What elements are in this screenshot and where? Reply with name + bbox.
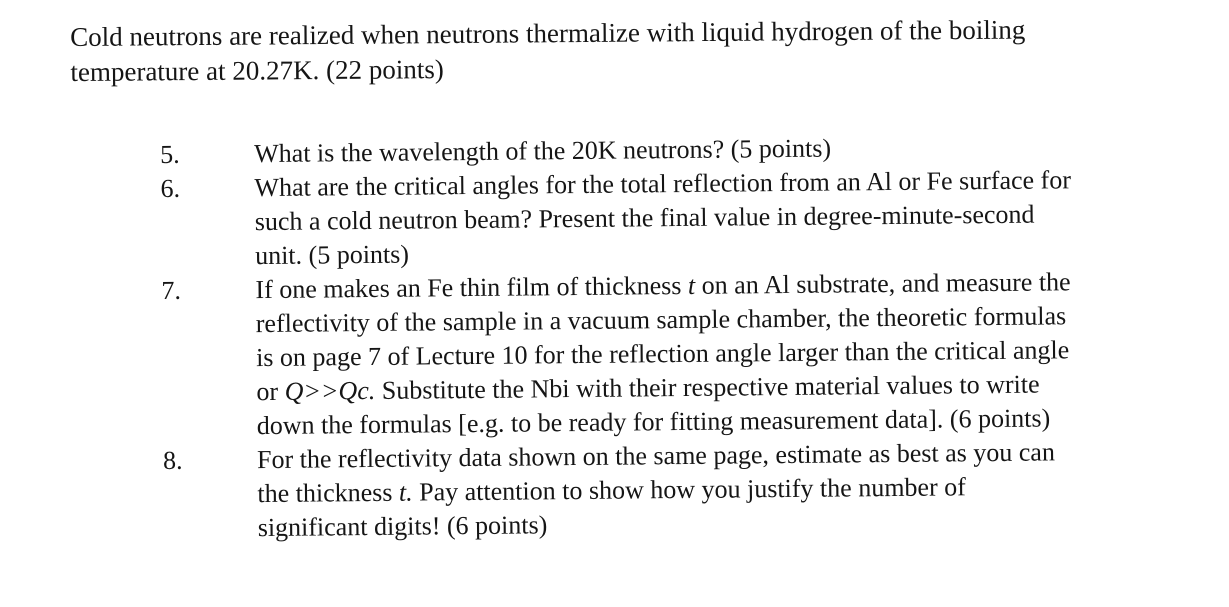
question-line: significant digits! (6 points) — [257, 510, 548, 543]
question-text — [257, 434, 1204, 545]
question-list — [160, 128, 1204, 546]
question-number: 5. — [160, 139, 180, 169]
question-text — [254, 162, 1201, 273]
question-line: such a cold neutron beam? Present the final value in degree-minute-second — [254, 199, 1035, 237]
question-7 — [161, 264, 1203, 444]
question-line: down the formulas [e.g. to be ready for fitting measurement data]. (6 points) — [256, 403, 1051, 441]
question-line: For the reflectivity data shown on the same page, estimate as best as you can — [256, 437, 1056, 475]
question-line: What are the critical angles for the total reflection from an Al or Fe surface for — [254, 165, 1072, 203]
text-segment: Pay attention to show how you justify the number of — [412, 472, 966, 507]
question-number: 6. — [160, 173, 181, 203]
question-6 — [160, 162, 1201, 274]
text-segment: or — [256, 376, 285, 407]
text-segment: the thickness — [257, 477, 400, 509]
question-number: 7. — [161, 275, 182, 305]
variable-t: t. — [398, 477, 413, 507]
intro-line: temperature at 20.27K. (22 points) — [70, 54, 444, 87]
text-segment: on an Al substrate, and measure the — [695, 267, 1071, 300]
intro-paragraph — [70, 12, 1151, 90]
variable-t: t — [687, 270, 696, 300]
variable-q-condition: Q>>Qc. — [284, 375, 376, 406]
question-text — [255, 264, 1203, 443]
question-line: is on page 7 of Lecture 10 for the reflection angle larger than the critical angle — [255, 335, 1070, 373]
question-line: What is the wavelength of the 20K neutrons? (5 points) — [254, 133, 832, 169]
question-line: unit. (5 points) — [254, 239, 410, 271]
text-segment: Substitute the Nbi with their respective material values to write — [375, 369, 1040, 405]
text-segment: If one makes an Fe thin film of thickness — [255, 270, 689, 305]
question-8 — [163, 434, 1204, 546]
question-line: reflectivity of the sample in a vacuum sample chamber, the theoretic formulas — [255, 301, 1067, 339]
intro-line: Cold neutrons are realized when neutrons thermalize with liquid hydrogen of the boiling — [70, 14, 1026, 52]
question-number: 8. — [162, 445, 183, 475]
